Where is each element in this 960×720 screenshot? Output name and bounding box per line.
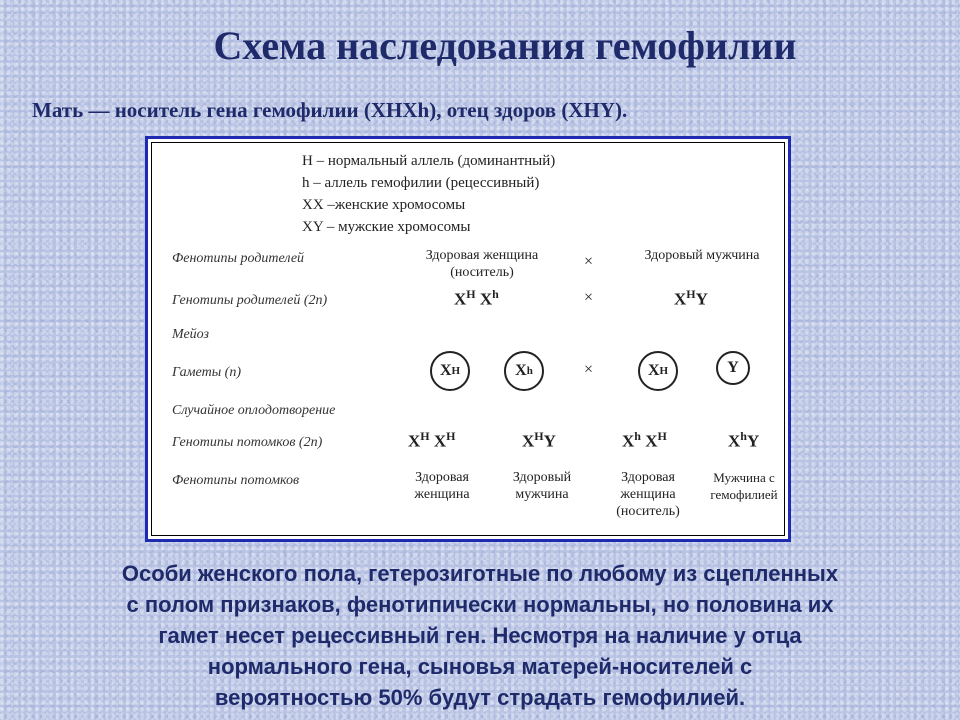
legend-symbol: XX xyxy=(302,197,324,213)
legend-text: – аллель гемофилии (рецессивный) xyxy=(313,175,540,191)
gamete-sup: h xyxy=(526,365,533,377)
allele-base: Y xyxy=(746,431,760,451)
gamete-sup: H xyxy=(659,365,669,377)
gamete-sup: H xyxy=(451,365,461,377)
explanation-line: Особи женского пола, гетерозиготные по любому из сцепленных xyxy=(121,561,839,586)
gamete-base: X xyxy=(515,362,527,379)
phenotype-line: гемофилией xyxy=(710,487,778,502)
allele-base: X xyxy=(454,289,467,309)
legend-item-female xyxy=(302,197,465,214)
phenotype-line: женщина xyxy=(620,487,676,502)
offspring-phenotype xyxy=(600,469,696,520)
offspring-phenotype xyxy=(702,469,786,503)
legend-symbol: XY xyxy=(302,219,324,235)
row-label-fertilization: Случайное оплодотворение xyxy=(172,403,336,418)
allele-sup: H xyxy=(657,429,667,443)
allele-base: X xyxy=(522,431,535,451)
allele-base: Y xyxy=(695,289,708,309)
allele-sup: h xyxy=(634,429,641,443)
offspring-genotype xyxy=(622,429,667,452)
allele-sup: h xyxy=(740,429,747,443)
row-label-offspring-phenotypes: Фенотипы потомков xyxy=(172,473,300,488)
allele-sup: H xyxy=(446,429,456,443)
legend-text: – мужские хромосомы xyxy=(326,219,471,235)
allele-base: X xyxy=(728,431,741,451)
legend-item-dominant xyxy=(302,153,555,170)
gamete-base: X xyxy=(647,362,660,379)
father-phenotype: Здоровый мужчина xyxy=(644,248,760,263)
allele-sup: H xyxy=(420,429,430,443)
phenotype-line: женщина xyxy=(414,487,470,502)
slide-title: Схема наследования гемофилии xyxy=(213,23,797,68)
phenotype-line: Мужчина с xyxy=(713,470,775,485)
cross-symbol: × xyxy=(584,289,594,306)
explanation-line: нормального гена, сыновья матерей-носителей с xyxy=(207,654,753,679)
gamete-circle xyxy=(504,351,544,391)
legend-item-male xyxy=(302,219,470,236)
subtitle: Мать — носитель гена гемофилии (XHXh), отец здоров (XHY). xyxy=(32,98,628,122)
cross-symbol: × xyxy=(584,253,594,270)
legend-symbol: h xyxy=(302,175,310,191)
offspring-genotype xyxy=(728,429,759,452)
gamete-base: Y xyxy=(727,359,739,376)
mother-phenotype-line: Здоровая женщина xyxy=(425,248,539,263)
gamete-circle xyxy=(716,351,750,385)
allele-base: X xyxy=(645,431,658,451)
legend-text: –женские хромосомы xyxy=(327,197,466,213)
allele-sup: H xyxy=(534,429,544,443)
offspring-phenotype xyxy=(394,469,490,503)
inheritance-scheme xyxy=(145,136,791,542)
row-label-meiosis: Мейоз xyxy=(172,327,209,342)
allele-base: X xyxy=(433,431,447,451)
phenotype-line: Здоровый xyxy=(512,470,572,485)
allele-sup: h xyxy=(492,287,499,301)
allele-base: X xyxy=(408,431,421,451)
row-label-gametes: Гаметы (n) xyxy=(172,365,241,380)
gamete-base: X xyxy=(439,362,452,379)
explanation-line: вероятностью 50% будут страдать гемофилией. xyxy=(214,685,746,710)
legend-item-recessive xyxy=(302,175,539,192)
offspring-genotype xyxy=(522,429,556,452)
allele-sup: H xyxy=(466,287,476,301)
allele-base: X xyxy=(479,289,493,309)
offspring-phenotype xyxy=(496,469,588,503)
allele-base: X xyxy=(674,289,687,309)
explanation-line: гамет несет рецессивный ген. Несмотря на наличие у отца xyxy=(158,623,802,648)
row-label-parent-genotypes: Генотипы родителей (2n) xyxy=(172,293,328,308)
mother-genotype xyxy=(454,287,499,310)
phenotype-line: Здоровая xyxy=(415,470,469,485)
cross-symbol: × xyxy=(584,361,594,378)
allele-base: Y xyxy=(543,431,556,451)
scheme-frame xyxy=(151,142,785,536)
explanation-line: с полом признаков, фенотипически нормальны, но половина их xyxy=(126,592,834,617)
row-label-offspring-genotypes: Генотипы потомков (2n) xyxy=(172,435,323,450)
legend-symbol: H xyxy=(302,153,313,169)
mother-phenotype xyxy=(392,247,572,281)
allele-base: X xyxy=(622,431,635,451)
allele-sup: H xyxy=(686,287,696,301)
father-genotype xyxy=(674,287,708,310)
phenotype-line: мужчина xyxy=(515,487,569,502)
mother-phenotype-line: (носитель) xyxy=(450,265,514,280)
legend-text: – нормальный аллель (доминантный) xyxy=(316,153,556,169)
phenotype-line: Здоровая xyxy=(621,470,675,485)
phenotype-line: (носитель) xyxy=(616,504,680,519)
gamete-circle xyxy=(638,351,678,391)
explanation-text xyxy=(30,558,930,713)
offspring-genotype xyxy=(408,429,456,452)
row-label-parent-phenotypes: Фенотипы родителей xyxy=(172,251,305,266)
gamete-circle xyxy=(430,351,470,391)
